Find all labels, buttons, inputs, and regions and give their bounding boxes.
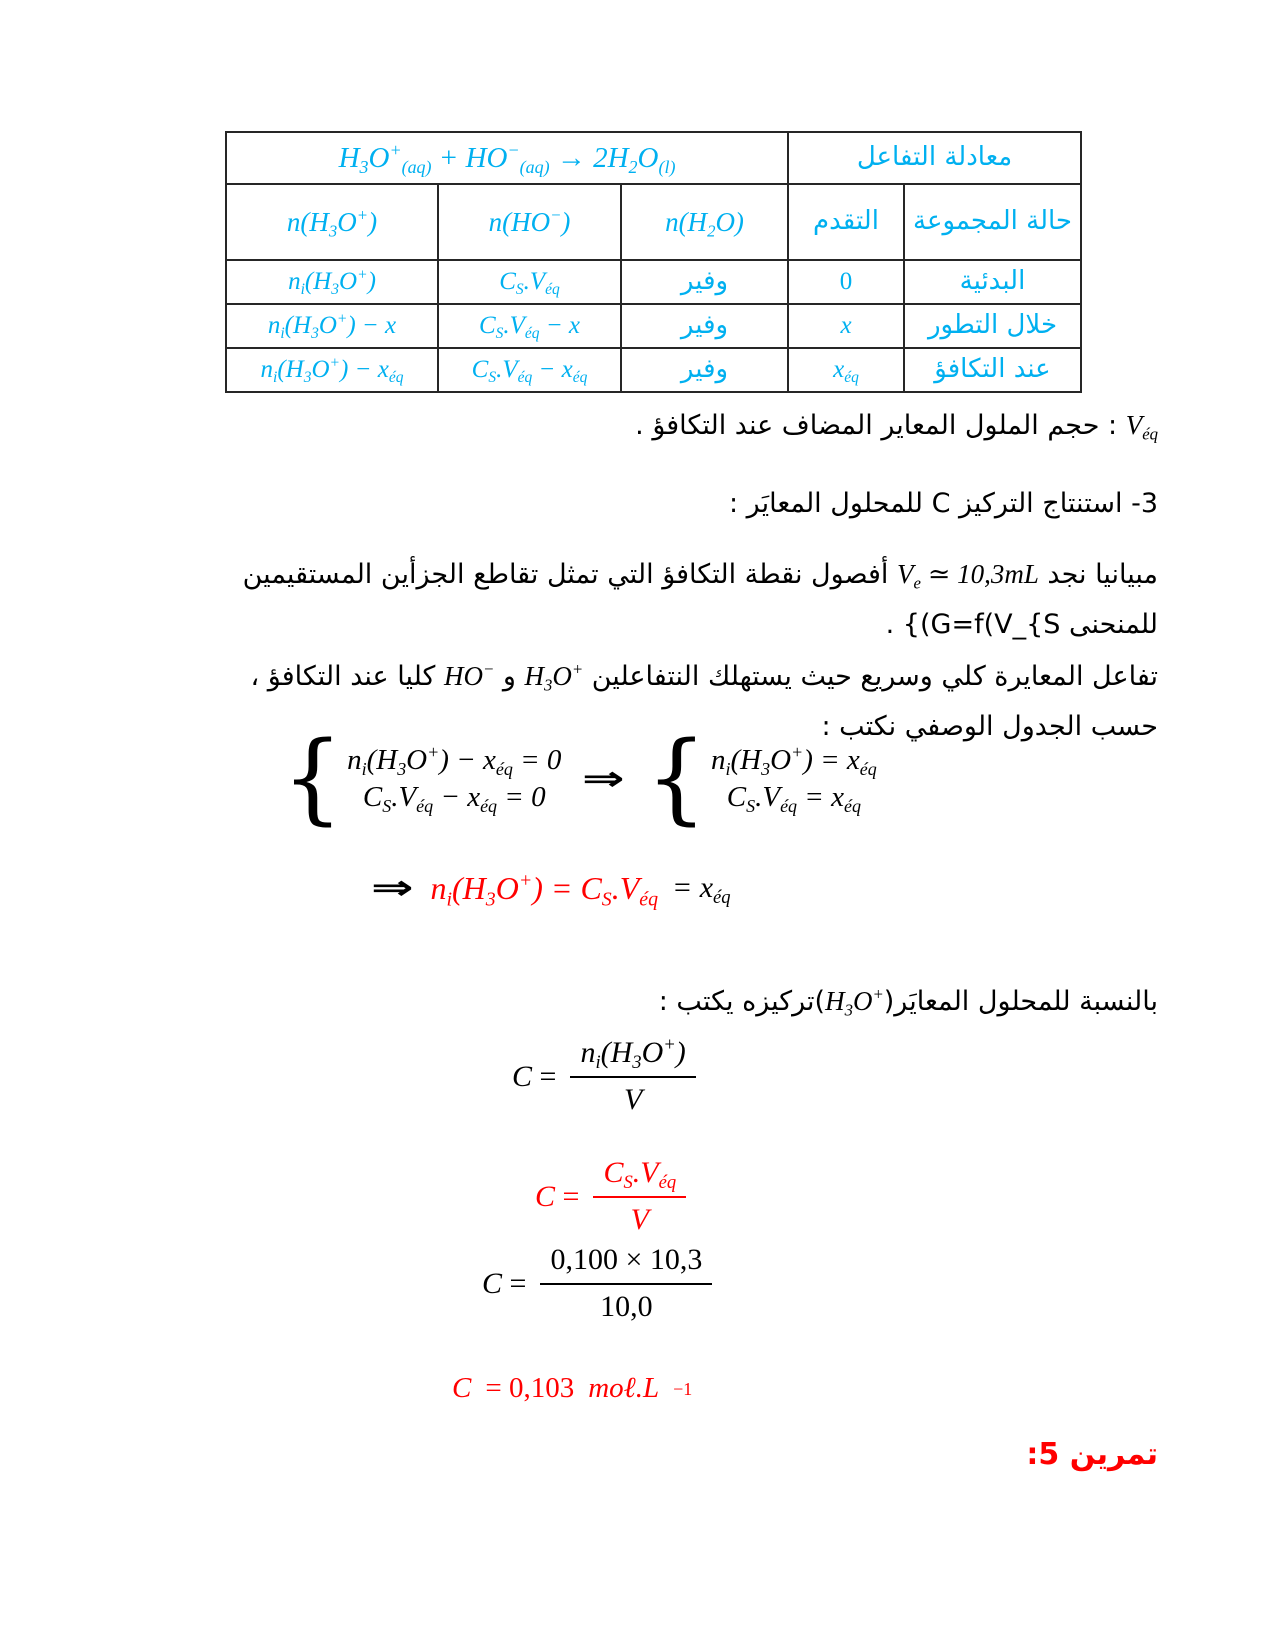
system-left-line1: $n_i(H_3O^+) - x_{éq} = 0$: [347, 741, 562, 779]
cell-equiv-n-ho: $C_S.V_{éq} - x_{éq}$: [438, 348, 621, 392]
system-right-line1: $n_i(H_3O^+) = x_{éq}$: [711, 741, 877, 779]
frac2-denominator: V: [630, 1203, 649, 1236]
section-3-heading: 3- استنتاج التركيز C للمحلول المعايَر :: [729, 488, 1158, 519]
frac1-denominator: V: [623, 1083, 643, 1116]
paragraph-graphical-line1: مبيانيا نجد $V_e$ ≃ 10,3mL أفصول نقطة التكافؤ التي تمثل تقاطع الجزأين المستقيمين: [242, 559, 1158, 593]
numeric-application-formula: [482, 1243, 712, 1324]
veq-definition: $V_{éq}$ : حجم الملول المعاير المضاف عند التكافؤ .: [635, 410, 1158, 444]
paragraph-reaction: [112, 651, 1158, 752]
paragraph-graphical: [112, 549, 1158, 650]
table-row-equivalence: [226, 348, 1081, 392]
left-brace: {: [282, 720, 344, 836]
cell-during-n-h2o: وفير: [621, 304, 788, 348]
concentration-result: C = 0,103 moℓ.L −1: [452, 1372, 693, 1404]
system-right-line2: $C_S.V_{éq} = x_{éq}$: [726, 780, 861, 816]
paragraph-reaction-line2: حسب الجدول الوصفي نكتب :: [821, 711, 1158, 742]
reaction-equation-label: معادلة التفاعل: [788, 132, 1081, 184]
exercise-5-heading: تمرين 5:: [1026, 1437, 1158, 1472]
cell-during-state: خلال التطور: [904, 304, 1081, 348]
paragraph-reaction-line1: تفاعل المعايرة كلي وسريع حيث يستهلك النتفاعلين $H_3O^+$ و HO− كليا عند التكافؤ ،: [250, 659, 1158, 695]
frac2-numerator: $C_S.V_{éq}$: [593, 1156, 686, 1198]
col-header-progress: التقدم: [788, 184, 904, 260]
titrated-solution-line: بالنسبة للمحلول $المعايَر(H_3O^+)تركيزه$ يكتب :: [658, 984, 1158, 1020]
table-header-row: [226, 184, 1081, 260]
col-header-n-ho: n(HO−): [438, 184, 621, 260]
cell-initial-state: البدئية: [904, 260, 1081, 304]
cell-during-n-ho: $C_S.V_{éq} - x$: [438, 304, 621, 348]
left-brace: {: [645, 720, 707, 836]
cell-initial-n-h2o: وفير: [621, 260, 788, 304]
cell-equiv-n-h2o: وفير: [621, 348, 788, 392]
conclusion-black-part: = $x_{éq}$: [671, 871, 731, 908]
frac3-numerator: 0,100 × 10,3: [540, 1243, 712, 1285]
concentration-definition-formula: [512, 1036, 696, 1117]
frac1-numerator: $n_i(H_3O^+)$: [570, 1036, 695, 1078]
frac3-denominator: 10,0: [600, 1290, 653, 1323]
table-equation-row: [226, 132, 1081, 184]
col-header-state: حالة المجموعة: [904, 184, 1081, 260]
cell-during-progress: x: [788, 304, 904, 348]
table-row-during: [226, 304, 1081, 348]
cell-initial-progress: 0: [788, 260, 904, 304]
frac1-lhs: C =: [512, 1059, 557, 1093]
advancement-table: [225, 131, 1082, 393]
system-left: [282, 720, 562, 836]
conclusion-equation: [368, 868, 731, 908]
conclusion-red-part: $n_i(H_3O^+) = C_S.V_{éq}$: [430, 869, 658, 910]
reaction-equation: $H_3O^+_{(aq)} + HO^-_{(aq)} \to 2H_2O_{(l)}$: [226, 132, 788, 184]
col-header-n-h3o: $n(H_3O^+)$: [226, 184, 438, 260]
cell-equiv-state: عند التكافؤ: [904, 348, 1081, 392]
implies-arrow-icon: ⇒: [582, 758, 626, 799]
paragraph-graphical-line2: للمنحنى G=f(V_{S)} .: [885, 609, 1158, 640]
frac3-lhs: C =: [482, 1266, 527, 1300]
implies-arrow-icon: ⇒: [370, 868, 414, 908]
cell-during-n-h3o: $n_i(H_3O^+) - x$: [226, 304, 438, 348]
frac2-lhs: C =: [535, 1179, 580, 1213]
system-right: [645, 720, 877, 836]
cell-equiv-n-h3o: $n_i(H_3O^+) - x_{éq}$: [226, 348, 438, 392]
table-row-initial: [226, 260, 1081, 304]
equivalence-equation-system: [282, 720, 877, 836]
cell-initial-n-ho: $C_S.V_{éq}$: [438, 260, 621, 304]
cell-equiv-progress: $x_{éq}$: [788, 348, 904, 392]
concentration-formula-red: [535, 1156, 686, 1237]
cell-initial-n-h3o: $n_i(H_3O^+)$: [226, 260, 438, 304]
system-left-line2: $C_S.V_{éq} - x_{éq} = 0$: [362, 780, 546, 816]
col-header-n-h2o: $n(H_2O)$: [621, 184, 788, 260]
